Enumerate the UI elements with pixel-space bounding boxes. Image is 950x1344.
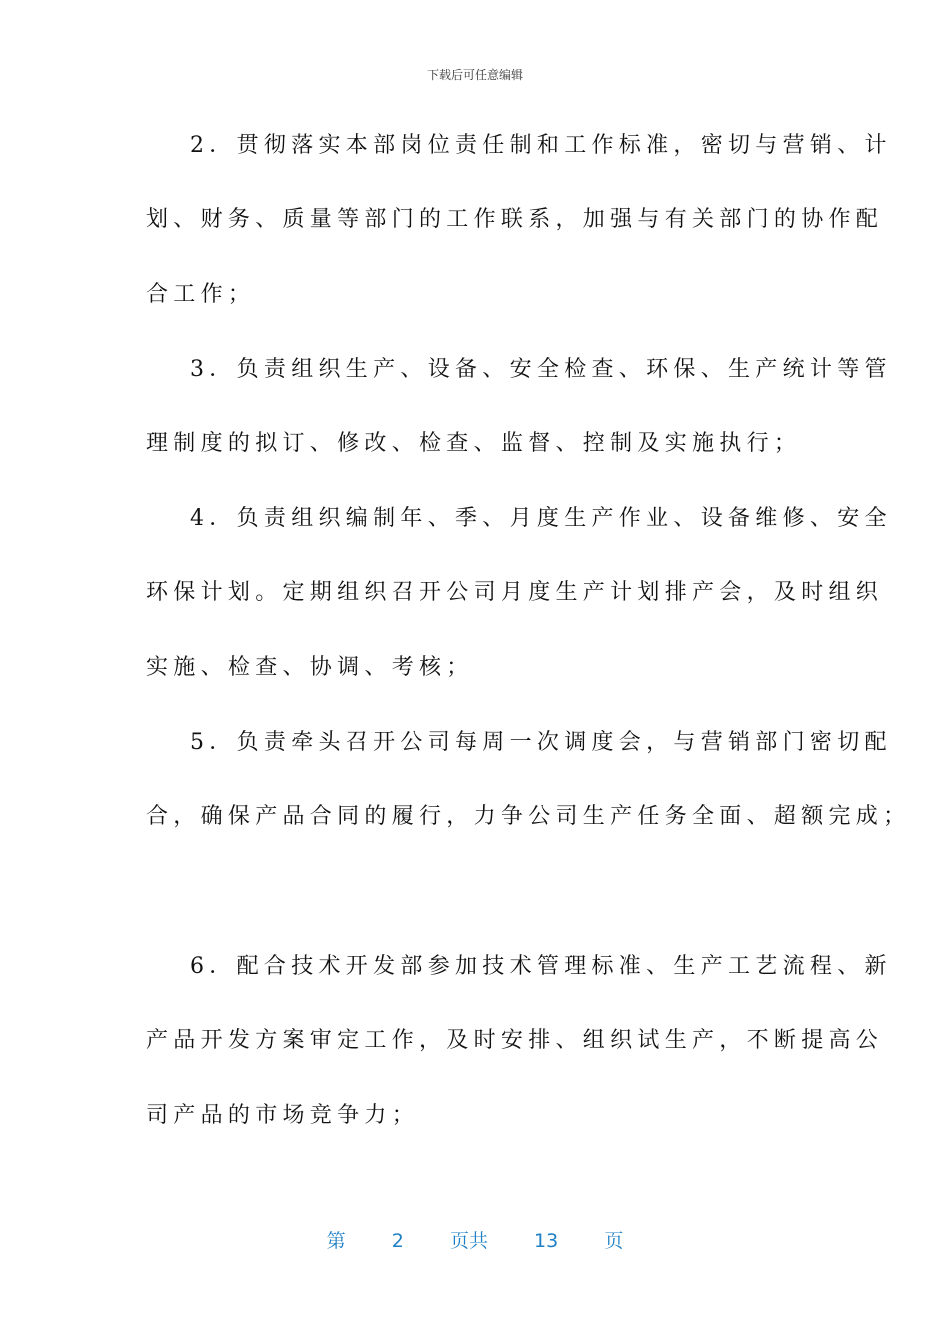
paragraph-line: 6．配合技术开发部参加技术管理标准、生产工艺流程、新 [190,954,892,979]
footer-total-pages: 13 [534,1230,559,1252]
paragraph-line: 理制度的拟订、修改、检查、监督、控制及实施执行； [146,431,802,456]
paragraph-line: 合工作； [146,282,256,307]
page-header: 下载后可任意编辑 [426,68,523,82]
footer-middle: 页共 [449,1230,488,1252]
paragraph-line: 合，确保产品合同的履行，力争公司生产任务全面、超额完成； [146,804,911,829]
paragraph-line: 划、财务、质量等部门的工作联系，加强与有关部门的协作配 [146,207,884,232]
footer-page-number: 2 [391,1230,404,1252]
paragraph-line: 4．负责组织编制年、季、月度生产作业、设备维修、安全 [190,506,892,531]
paragraph-line: 实施、检查、协调、考核； [146,655,474,680]
footer-prefix: 第 [326,1230,346,1252]
footer-suffix: 页 [604,1230,624,1252]
paragraph-line: 3．负责组织生产、设备、安全检查、环保、生产统计等管 [190,357,892,382]
paragraph-line: 环保计划。定期组织召开公司月度生产计划排产会，及时组织 [146,580,884,605]
paragraph-line: 2．贯彻落实本部岗位责任制和工作标准，密切与营销、计 [190,133,892,158]
paragraph-line: 产品开发方案审定工作，及时安排、组织试生产，不断提高公 [146,1028,884,1053]
paragraph-line: 5．负责牵头召开公司每周一次调度会，与营销部门密切配 [190,730,892,755]
paragraph-line: 司产品的市场竞争力； [146,1103,420,1128]
page-footer [0,1226,950,1253]
